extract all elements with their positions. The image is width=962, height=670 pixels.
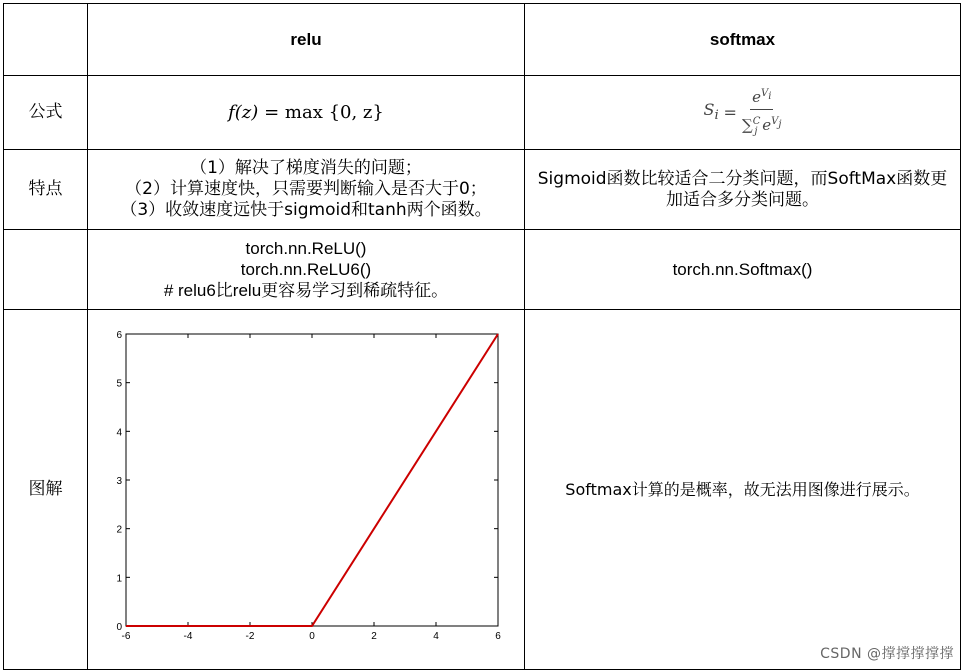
- relu-series-line: [126, 334, 498, 626]
- plot-row: [4, 310, 961, 670]
- relu-chart: [88, 310, 524, 664]
- softmax-plot-cell: [525, 310, 961, 670]
- softmax-num-sup-sub: i: [768, 91, 772, 102]
- softmax-formula: $S_i$ = $\frac{e^{V_i}}{\sum^C_j e^{V_j}}$: [525, 76, 961, 150]
- relu-features: [88, 150, 525, 230]
- softmax-sum-symbol: ∑: [741, 116, 753, 134]
- features-label: 特点: [4, 150, 88, 230]
- header-row: [4, 4, 961, 76]
- y-tick-label: 4: [116, 427, 122, 439]
- y-tick-label: 5: [116, 378, 122, 390]
- softmax-api: torch.nn.Softmax(): [525, 230, 961, 310]
- relu-formula: [88, 76, 525, 150]
- softmax-sum-sub: j: [754, 126, 758, 137]
- header-empty-cell: [4, 4, 88, 76]
- softmax-den-sup-sub: j: [778, 119, 782, 130]
- relu-api-line: # relu6比relu更容易学习到稀疏特征。: [163, 281, 449, 300]
- x-tick-label: 2: [371, 631, 377, 642]
- api-row: [4, 230, 961, 310]
- csdn-watermark: CSDN @撑撑撑撑撑: [820, 646, 954, 662]
- relu-api: [88, 230, 525, 310]
- formula-label: 公式: [4, 76, 88, 150]
- softmax-fraction: [742, 83, 782, 142]
- plot-label: 图解: [4, 310, 88, 670]
- relu-feature-line: （2）计算速度快，只需要判断输入是否大于0；: [125, 179, 487, 199]
- y-tick-label: 3: [116, 476, 122, 487]
- header-relu: relu: [88, 4, 525, 76]
- softmax-lhs: S: [703, 99, 715, 119]
- x-tick-label: -4: [183, 631, 193, 642]
- relu-feature-line: （3）收敛速度远快于sigmoid和tanh两个函数。: [120, 200, 492, 220]
- relu-api-line: torch.nn.ReLU6(): [240, 260, 372, 279]
- features-row: [4, 150, 961, 230]
- softmax-sum-sup: C: [752, 116, 761, 127]
- header-softmax: softmax: [525, 4, 961, 76]
- api-label: [4, 230, 88, 310]
- softmax-num-base: e: [752, 88, 761, 106]
- softmax-den-base: e: [762, 116, 772, 134]
- y-tick-label: 1: [116, 573, 122, 585]
- y-tick-label: 2: [116, 524, 122, 536]
- softmax-lhs-sub: i: [714, 108, 719, 124]
- x-tick-label: 6: [495, 631, 501, 642]
- comparison-table: [3, 3, 961, 670]
- relu-plot-cell: [88, 310, 525, 670]
- softmax-plot-note: Softmax计算的是概率，故无法用图像进行展示。: [565, 480, 920, 499]
- relu-formula-eq: =: [264, 102, 280, 123]
- relu-feature-line: （1）解决了梯度消失的问题；: [190, 158, 422, 178]
- relu-api-line: torch.nn.ReLU(): [245, 239, 367, 258]
- softmax-num-sup: V: [760, 88, 769, 99]
- x-tick-label: 4: [433, 631, 439, 642]
- x-tick-label: -6: [121, 631, 131, 642]
- plot-frame: [126, 334, 498, 626]
- softmax-features: Sigmoid函数比较适合二分类问题，而SoftMax函数更加适合多分类问题。: [525, 150, 961, 230]
- relu-formula-rhs: max {0, z}: [284, 102, 384, 123]
- x-tick-label: -2: [245, 631, 255, 642]
- y-tick-label: 6: [116, 330, 122, 341]
- softmax-den-sup: V: [771, 116, 779, 127]
- y-tick-label: 0: [116, 622, 122, 633]
- relu-formula-lhs: f(z): [228, 102, 259, 123]
- x-tick-label: 0: [309, 631, 315, 642]
- formula-row: [4, 76, 961, 150]
